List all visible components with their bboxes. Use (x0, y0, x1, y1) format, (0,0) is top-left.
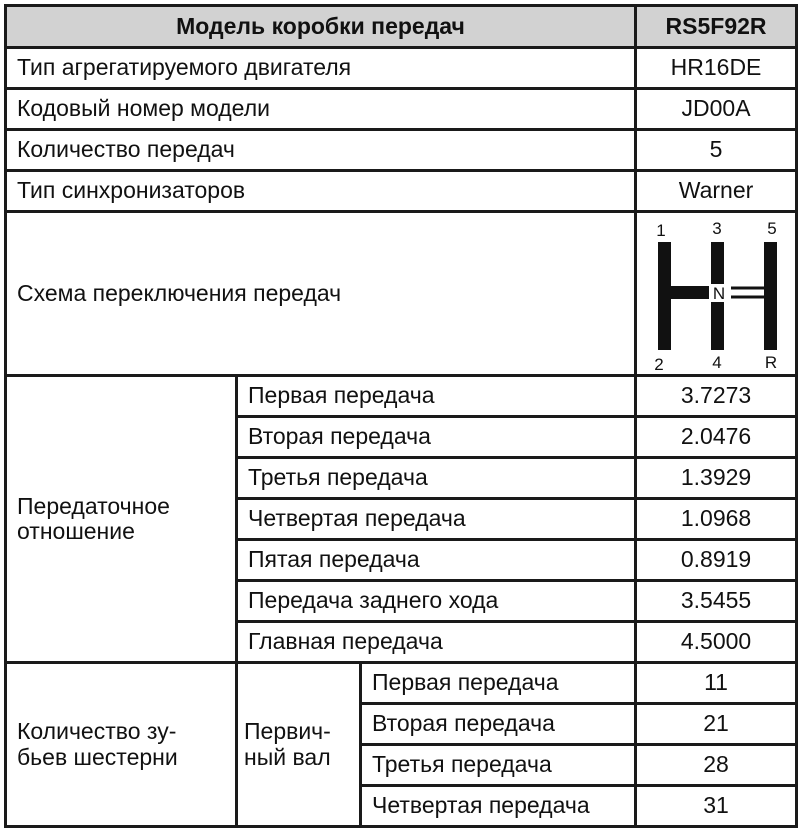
header-model: RS5F92R (636, 6, 797, 48)
neutral-label: N (712, 283, 726, 303)
gate-crossbar-left (658, 286, 711, 299)
ratio-label: Пятая передача (237, 540, 636, 581)
ratio-value: 1.3929 (636, 458, 797, 499)
ratio-label: Четвертая передача (237, 499, 636, 540)
gear-position-label: R (764, 352, 778, 372)
spec-label: Количество передач (6, 130, 636, 171)
ratio-value: 0.8919 (636, 540, 797, 581)
teeth-value: 31 (636, 786, 797, 827)
teeth-label: Первая передача (361, 663, 636, 704)
table-row (6, 171, 797, 212)
table-row (6, 376, 797, 417)
teeth-label: Четвертая передача (361, 786, 636, 827)
ratio-value: 3.7273 (636, 376, 797, 417)
teeth-value: 21 (636, 704, 797, 745)
spec-value: JD00A (636, 89, 797, 130)
teeth-label: Третья передача (361, 745, 636, 786)
ratio-label: Вторая передача (237, 417, 636, 458)
spec-label: Кодовый номер модели (6, 89, 636, 130)
teeth-shaft-label-line1: Первич- (244, 718, 331, 745)
teeth-value: 11 (636, 663, 797, 704)
gear-position-label: 4 (712, 352, 722, 372)
ratio-group-label: Передаточное отношение (6, 376, 237, 663)
table-row (6, 130, 797, 171)
gearbox-spec-table (4, 4, 798, 828)
teeth-shaft-label (237, 663, 361, 827)
teeth-group-label-line1: Количество зу- (17, 718, 177, 745)
header-title: Модель коробки передач (6, 6, 636, 48)
ratio-label: Третья передача (237, 458, 636, 499)
table-row (6, 48, 797, 89)
table-row (6, 89, 797, 130)
ratio-label: Передача заднего хода (237, 581, 636, 622)
ratio-label: Главная передача (237, 622, 636, 663)
spec-label: Тип агрегатируемого двигателя (6, 48, 636, 89)
gear-position-label: 1 (656, 220, 666, 240)
ratio-value: 3.5455 (636, 581, 797, 622)
teeth-group-label (6, 663, 237, 827)
teeth-value: 28 (636, 745, 797, 786)
table-header-row (6, 6, 797, 48)
gear-position-label: 5 (767, 218, 777, 238)
ratio-value: 2.0476 (636, 417, 797, 458)
shift-pattern-label: Схема переключения передач (6, 212, 636, 376)
spec-value: HR16DE (636, 48, 797, 89)
shift-pattern-diagram (641, 214, 791, 374)
gear-position-label: 3 (712, 218, 722, 238)
gate-bar-5-r (764, 242, 777, 350)
ratio-label: Первая передача (237, 376, 636, 417)
shift-pattern-cell (636, 212, 797, 376)
spec-value: Warner (636, 171, 797, 212)
shift-pattern-row (6, 212, 797, 376)
ratio-value: 4.5000 (636, 622, 797, 663)
teeth-label: Вторая передача (361, 704, 636, 745)
ratio-value: 1.0968 (636, 499, 797, 540)
gear-position-label: 2 (654, 354, 664, 374)
table-row (6, 663, 797, 704)
teeth-group-label-line2: бьев шестерни (17, 743, 178, 770)
spec-value: 5 (636, 130, 797, 171)
spec-label: Тип синхронизаторов (6, 171, 636, 212)
teeth-shaft-label-line2: ный вал (244, 743, 331, 770)
